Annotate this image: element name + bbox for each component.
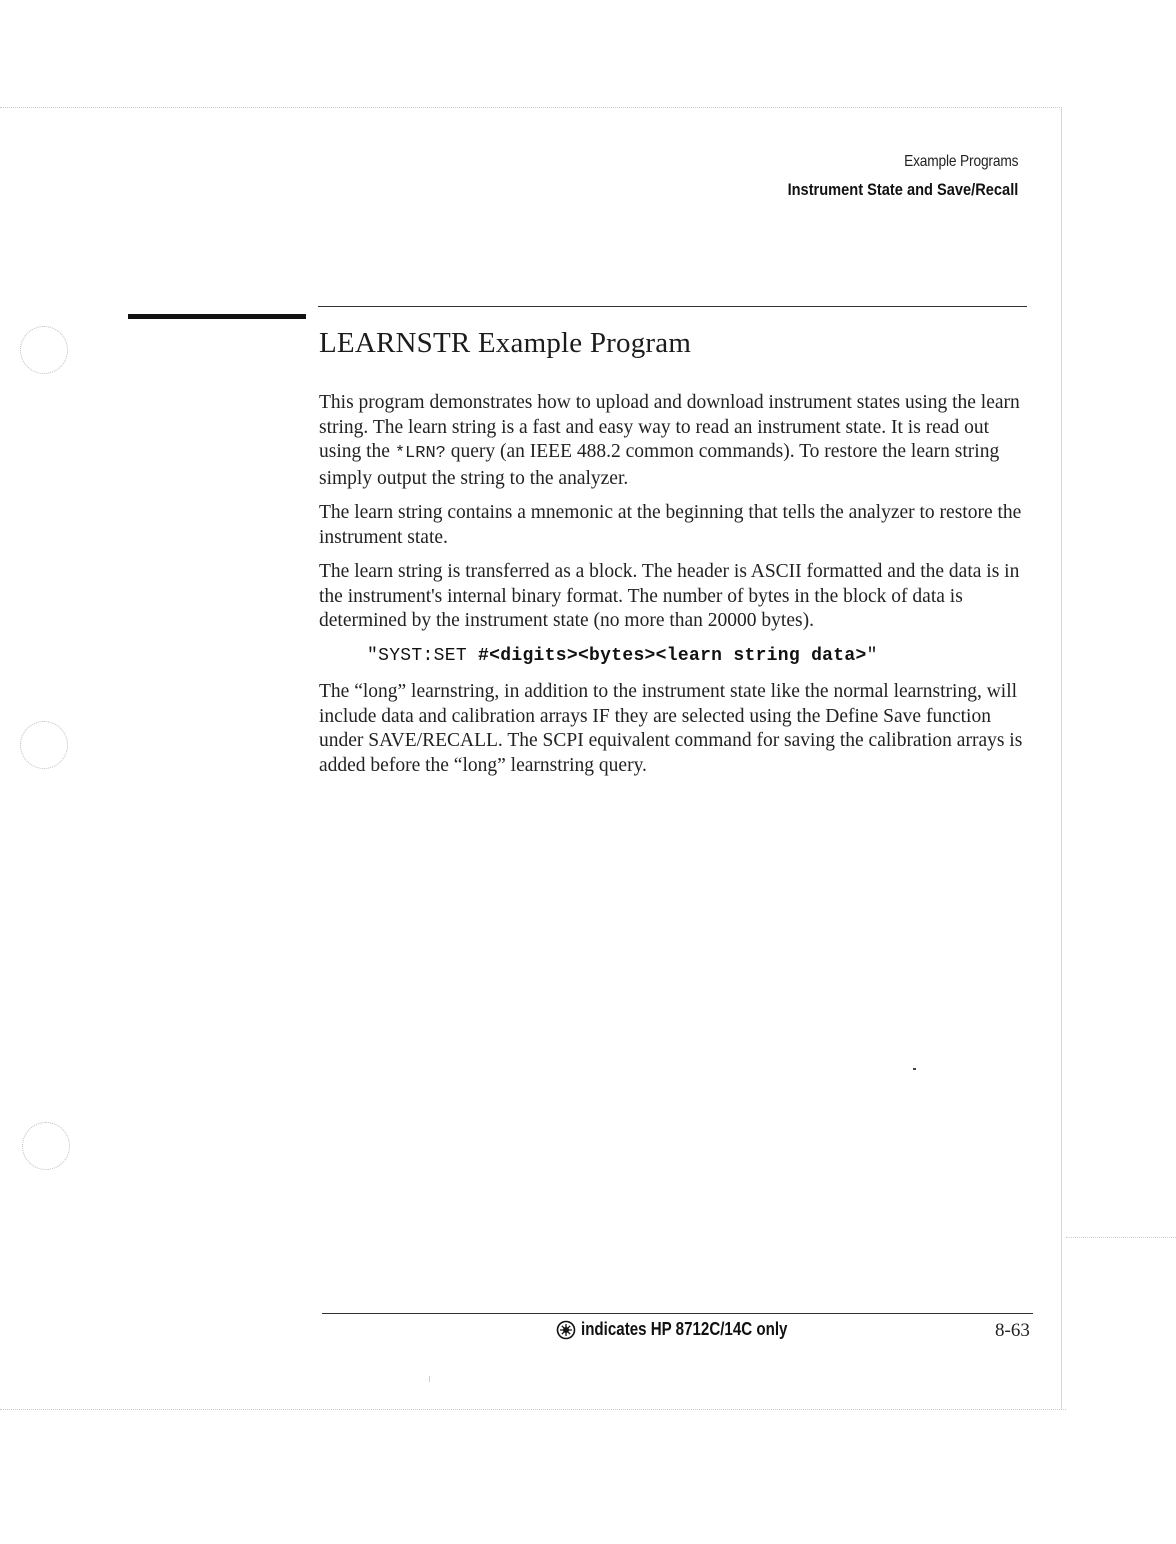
footer-rule [322,1313,1033,1314]
page-edge-mark [1066,1237,1176,1238]
hp-8712c-symbol-icon [556,1320,576,1340]
code-example [367,644,1033,669]
punch-hole-middle [20,721,68,769]
paragraph-intro [319,391,1033,491]
punch-hole-top [20,326,68,374]
chapter-title: Example Programs [903,153,1018,170]
footer-note [556,1319,827,1340]
paragraph-mnemonic: The learn string contains a mnemonic at the beginning that tells the analyzer to restore the instrument state. [319,502,1022,548]
footer-note-text: indicates HP 8712C/14C only [581,1319,788,1339]
page-title: LEARNSTR Example Program [319,327,692,359]
page-edge-top [0,107,1062,108]
page-edge-right [1061,107,1062,1409]
code-command: "SYST:SET [367,645,479,666]
running-head [750,153,1018,200]
paragraph-block-transfer: The learn string is transferred as a block. The header is ASCII formatted and the data is in the instrument's internal binary format. The number of bytes in the block of data is determined by the instrument state (no more than 20000 bytes). [319,561,1020,631]
paragraph-long-learnstring: The “long” learnstring, in addition to the instrument state like the normal learnstring, will include data and calibration arrays IF they are selected using the Define Save function under SAVE/RECALL. The SCPI equivalent command for saving the calibration arrays is added before the “long” learnstring query. [319,681,1023,776]
title-rule [318,306,1027,307]
scan-mark [913,1068,916,1070]
code-arguments: #<digits><bytes><learn string data> [478,645,867,666]
lrn-query-command: *LRN? [394,444,446,463]
code-close-quote: " [866,645,878,666]
page-number: 8-63 [995,1320,1030,1341]
body-text [319,391,1033,788]
paragraph-intro-text: This program demonstrates how to upload and download instrument states using the learn string. The learn string is a fast and easy way to read an instrument state. It is read out using the [319,392,1020,462]
page-edge-bottom [0,1409,1066,1410]
title-accent-rule [128,314,306,319]
punch-hole-bottom [22,1122,70,1170]
scan-speck [429,1376,430,1382]
paragraph-intro-text-end: query (an IEEE 488.2 common commands). To restore the learn string simply output the string to the analyzer. [319,441,1000,489]
section-title: Instrument State and Save/Recall [787,180,1018,199]
